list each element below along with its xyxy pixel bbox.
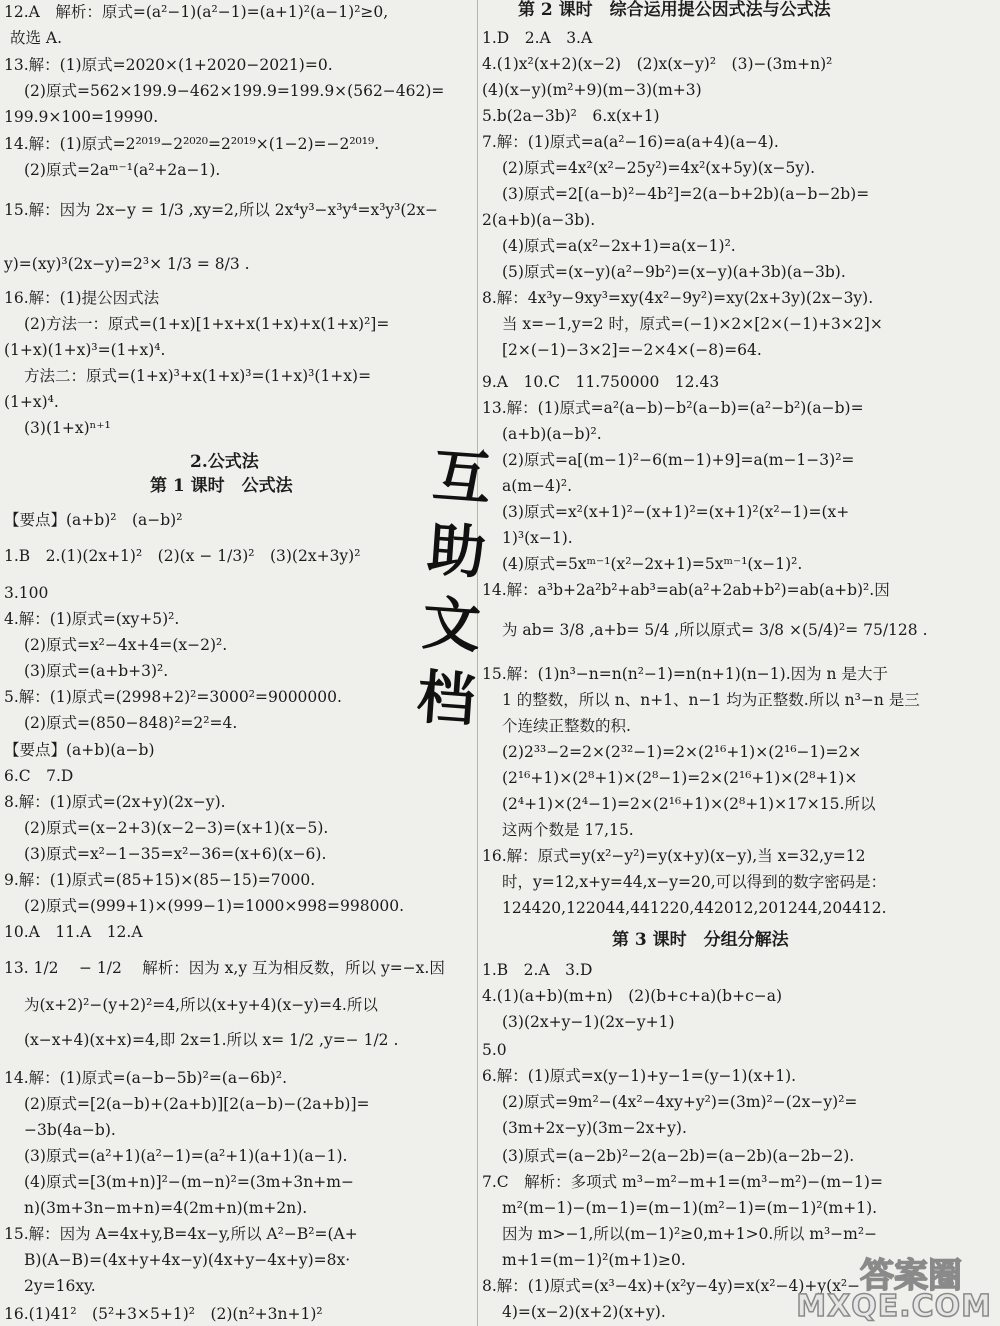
answer-line: a(m−4)². — [502, 477, 573, 495]
watermark-logo — [772, 1248, 992, 1326]
answer-line: (3)(1+x)ⁿ⁺¹ — [24, 419, 111, 437]
answer-line: n)(3m+3n−m+n)=4(2m+n)(m+2n). — [24, 1199, 308, 1217]
answer-line: 因为 m>−1,所以(m−1)²≥0,m+1>0.所以 m³−m²− — [502, 1225, 878, 1243]
answer-line: 15.解：(1)n³−n=n(n²−1)=n(n+1)(n−1).因为 n 是大于 — [482, 665, 888, 683]
answer-line: 15.解：因为 2x−y = 1/3 ,xy=2,所以 2x⁴y³−x³y⁴=x³y³(2x− — [4, 201, 439, 219]
answer-line: 1)³(x−1). — [502, 529, 573, 547]
answer-line: 4.解：(1)原式=(xy+5)². — [4, 610, 180, 628]
answer-line: 15.解：因为 A=4x+y,B=4x−y,所以 A²−B²=(A+ — [4, 1225, 358, 1243]
answer-line: 8.解：4x³y−9xy³=xy(4x²−9y²)=xy(2x+3y)(2x−3y). — [482, 289, 874, 307]
answer-line: 时，y=12,x+y=44,x−y=20,可以得到的数字密码是： — [502, 873, 887, 891]
answer-line: (2¹⁶+1)×(2⁸+1)×(2⁸−1)=2×(2¹⁶+1)×(2⁸+1)× — [502, 769, 858, 787]
answer-line: 14.解：(1)原式=(a−b−5b)²=(a−6b)². — [4, 1069, 288, 1087]
answer-line: 13. 1/2 − 1/2 解析：因为 x,y 互为相反数，所以 y=−x.因 — [4, 959, 445, 977]
answer-line: 2y=16xy. — [24, 1277, 96, 1295]
left-column — [0, 0, 478, 1326]
answer-line: (3)原式=(a+b+3)². — [24, 662, 169, 680]
answer-line: (2)原式=(999+1)×(999−1)=1000×998=998000. — [24, 897, 405, 915]
answer-line: 5.解：(1)原式=(2998+2)²=3000²=9000000. — [4, 688, 342, 706]
right-column — [478, 0, 1000, 1326]
handwriting-char: 互 — [430, 441, 494, 514]
answer-line: 【要点】(a+b)² (a−b)² — [4, 511, 183, 529]
handwriting-char: 文 — [420, 588, 483, 661]
section-heading: 第 2 课时 综合运用提公因式法与公式法 — [518, 0, 831, 20]
answer-line: (2)原式=x²−4x+4=(x−2)². — [24, 636, 228, 654]
answer-line: 12.A 解析：原式=(a²−1)(a²−1)=(a+1)²(a−1)²≥0, — [4, 3, 389, 21]
handwriting-char: 档 — [414, 662, 478, 735]
answer-line: 4)=(x−2)(x+2)(x+y). — [502, 1303, 666, 1321]
answer-line: [2×(−1)−3×2]=−2×4×(−8)=64. — [502, 341, 762, 359]
answer-line: y)=(xy)³(2x−y)=2³× 1/3 = 8/3 . — [4, 255, 250, 273]
answer-line: (2)原式=9m²−(4x²−4xy+y²)=(3m)²−(2x−y)²= — [502, 1093, 858, 1111]
answer-line: 8.解：(1)原式=(2x+y)(2x−y). — [4, 793, 226, 811]
answer-line: 4.(1)x²(x+2)(x−2) (2)x(x−y)² (3)−(3m+n)² — [482, 55, 833, 73]
answer-line: 14.解：(1)原式=2²⁰¹⁹−2²⁰²⁰=2²⁰¹⁹×(1−2)=−2²⁰¹⁹. — [4, 135, 380, 153]
answer-line: m²(m−1)−(m−1)=(m−1)(m²−1)=(m−1)²(m+1). — [502, 1199, 878, 1217]
answer-line: 5.0 — [482, 1041, 507, 1059]
answer-line: 13.解：(1)原式=a²(a−b)−b²(a−b)=(a²−b²)(a−b)= — [482, 399, 864, 417]
answer-line: (3m+2x−y)(3m−2x+y). — [502, 1119, 687, 1137]
answer-line: 14.解：a³b+2a²b²+ab³=ab(a²+2ab+b²)=ab(a+b)².因 — [482, 581, 890, 599]
answer-line: 4.(1)(a+b)(m+n) (2)(b+c+a)(b+c−a) — [482, 987, 783, 1005]
answer-line: 5.b(2a−3b)² 6.x(x+1) — [482, 107, 660, 125]
answer-line: (3)原式=(a−2b)²−2(a−2b)=(a−2b)(a−2b−2). — [502, 1147, 855, 1165]
answer-line: 9.解：(1)原式=(85+15)×(85−15)=7000. — [4, 871, 316, 889]
answer-line: 【要点】(a+b)(a−b) — [4, 741, 155, 759]
answer-line: (2)原式=2aᵐ⁻¹(a²+2a−1). — [24, 161, 221, 179]
answer-line: 7.C 解析：多项式 m³−m²−m+1=(m³−m²)−(m−1)= — [482, 1173, 883, 1191]
answer-line: (2)原式=[2(a−b)+(2a+b)][2(a−b)−(2a+b)]= — [24, 1095, 370, 1113]
answer-line: 1 的整数，所以 n、n+1、n−1 均为正整数.所以 n³−n 是三 — [502, 691, 920, 709]
watermark-url: MXQE.COM — [796, 1289, 992, 1324]
answer-line: 3.100 — [4, 584, 49, 602]
answer-line: 6.C 7.D — [4, 767, 74, 785]
answer-line: (4)原式=a(x²−2x+1)=a(x−1)². — [502, 237, 736, 255]
answer-line: 为 ab= 3/8 ,a+b= 5/4 ,所以原式= 3/8 ×(5/4)²= 75/128 . — [502, 621, 928, 639]
answer-line: −3b(4a−b). — [24, 1121, 116, 1139]
answer-line: 9.A 10.C 11.750000 12.43 — [482, 373, 720, 391]
watermark-title: 答案圈 — [860, 1256, 962, 1296]
answer-line: (4)原式=[3(m+n)]²−(m−n)²=(3m+3n+m− — [24, 1173, 354, 1191]
answer-line: 方法二：原式=(1+x)³+x(1+x)³=(1+x)³(1+x)= — [24, 367, 372, 385]
answer-line: 1.B 2.A 3.D — [482, 961, 593, 979]
answer-line: (2)原式=(x−2+3)(x−2−3)=(x+1)(x−5). — [24, 819, 329, 837]
answer-line: 124420,122044,441220,442012,201244,204412. — [502, 899, 887, 917]
handwriting-char: 助 — [425, 515, 488, 588]
answer-line: 6.解：(1)原式=x(y−1)+y−1=(y−1)(x+1). — [482, 1067, 797, 1085]
answer-line: 1.D 2.A 3.A — [482, 29, 593, 47]
answer-line: (3)原式=x²(x+1)²−(x+1)²=(x+1)²(x²−1)=(x+ — [502, 503, 850, 521]
answer-line: 当 x=−1,y=2 时，原式=(−1)×2×[2×(−1)+3×2]× — [502, 315, 883, 333]
answer-line: 199.9×100=19990. — [4, 108, 159, 126]
answer-line: 10.A 11.A 12.A — [4, 923, 143, 941]
answer-line: (2)原式=a[(m−1)²−6(m−1)+9]=a(m−1−3)²= — [502, 451, 855, 469]
answer-line: (x−x+4)(x+x)=4,即 2x=1.所以 x= 1/2 ,y=− 1/2 . — [24, 1031, 399, 1049]
answer-line: (2)原式=(850−848)²=2²=4. — [24, 714, 238, 732]
section-heading: 第 1 课时 公式法 — [150, 476, 293, 496]
answer-line: 8.解：(1)原式=(x³−4x)+(x²y−4y)=x(x²−4)+y(x²− — [482, 1277, 861, 1295]
answer-line: (2)原式=562×199.9−462×199.9=199.9×(562−462)= — [24, 82, 445, 100]
answer-line: 16.解：原式=y(x²−y²)=y(x+y)(x−y),当 x=32,y=12 — [482, 847, 866, 865]
answer-line: 16.(1)41² (5²+3×5+1)² (2)(n²+3n+1)² — [4, 1305, 323, 1323]
answer-line: 这两个数是 17,15. — [502, 821, 634, 839]
answer-line: (3)原式=x²−1−35=x²−36=(x+6)(x−6). — [24, 845, 327, 863]
answer-line: (3)原式=(a²+1)(a²−1)=(a²+1)(a+1)(a−1). — [24, 1147, 348, 1165]
answer-line: 为(x+2)²−(y+2)²=4,所以(x+y+4)(x−y)=4.所以 — [24, 996, 378, 1014]
section-heading: 2.公式法 — [190, 452, 259, 472]
answer-line: (2)2³³−2=2×(2³²−1)=2×(2¹⁶+1)×(2¹⁶−1)=2× — [502, 743, 862, 761]
answer-line: (2⁴+1)×(2⁴−1)=2×(2¹⁶+1)×(2⁸+1)×17×15.所以 — [502, 795, 876, 813]
answer-line: 2(a+b)(a−3b). — [482, 211, 596, 229]
answer-line: (2)原式=4x²(x²−25y²)=4x²(x+5y)(x−5y). — [502, 159, 816, 177]
answer-line: 16.解：(1)提公因式法 — [4, 289, 160, 307]
answer-line: (3)(2x+y−1)(2x−y+1) — [502, 1013, 675, 1031]
answer-line: B)(A−B)=(4x+y+4x−y)(4x+y−4x+y)=8x· — [24, 1251, 351, 1269]
answer-line: 故选 A. — [10, 29, 63, 47]
answer-line: 个连续正整数的积. — [502, 717, 631, 735]
answer-line: (1+x)(1+x)³=(1+x)⁴. — [4, 341, 166, 359]
answer-line: m+1=(m−1)²(m+1)≥0. — [502, 1251, 686, 1269]
answer-line: (1+x)⁴. — [4, 393, 59, 411]
answer-line: 13.解：(1)原式=2020×(1+2020−2021)=0. — [4, 56, 333, 74]
section-heading: 第 3 课时 分组分解法 — [612, 930, 789, 950]
answer-line: 1.B 2.(1)(2x+1)² (2)(x − 1/3)² (3)(2x+3y)² — [4, 547, 361, 565]
answer-line: (2)方法一：原式=(1+x)[1+x+x(1+x)+x(1+x)²]= — [24, 315, 390, 333]
answer-line: (a+b)(a−b)². — [502, 425, 602, 443]
answer-line: 7.解：(1)原式=a(a²−16)=a(a+4)(a−4). — [482, 133, 779, 151]
answer-line: (4)原式=5xᵐ⁻¹(x²−2x+1)=5xᵐ⁻¹(x−1)². — [502, 555, 803, 573]
answer-line: (5)原式=(x−y)(a²−9b²)=(x−y)(a+3b)(a−3b). — [502, 263, 846, 281]
answer-line: (3)原式=2[(a−b)²−4b²]=2(a−b+2b)(a−b−2b)= — [502, 185, 870, 203]
answer-line: (4)(x−y)(m²+9)(m−3)(m+3) — [482, 81, 702, 99]
